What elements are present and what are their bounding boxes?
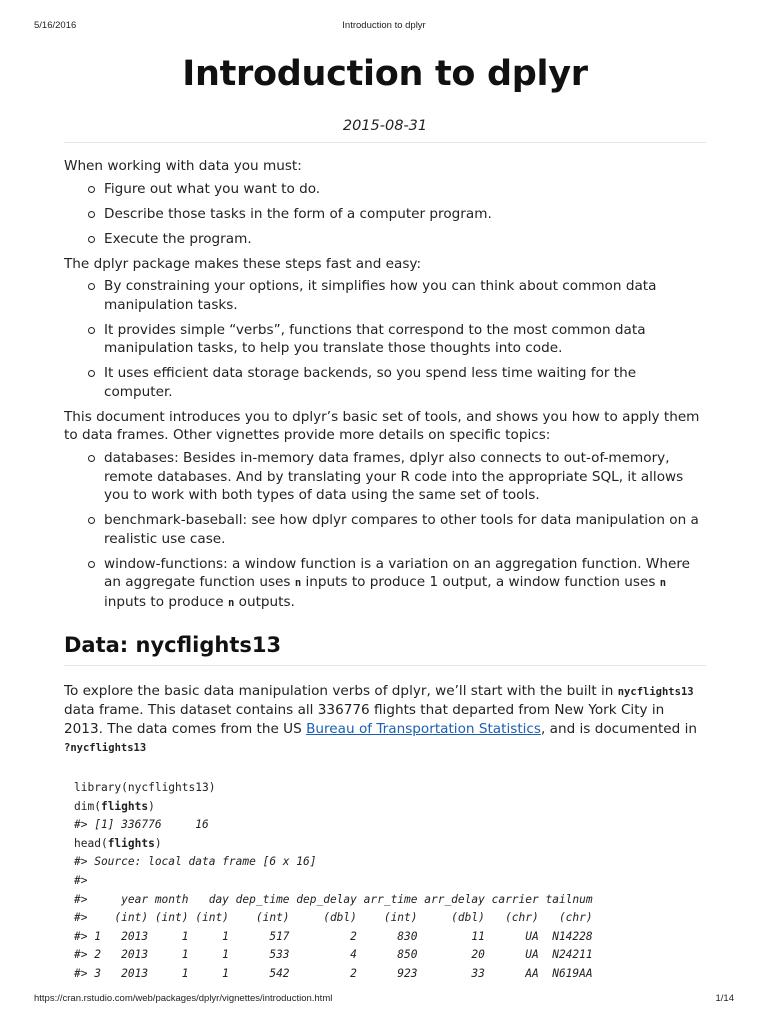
- bts-link[interactable]: Bureau of Transportation Statistics: [306, 720, 541, 737]
- inline-code: n: [227, 597, 235, 609]
- list-item: Figure out what you want to do.: [104, 180, 706, 199]
- page-number: 1/14: [715, 993, 734, 1004]
- section-heading: Data: nycflights13: [64, 631, 706, 666]
- vignettes-intro-paragraph: This document introduces you to dplyr’s basic set of tools, and shows you how to apply them to data frames. Other vignettes provide more details on specific topics:: [64, 408, 700, 444]
- steps-list: [64, 180, 706, 249]
- benefits-list: [64, 277, 706, 401]
- list-item: Describe those tasks in the form of a computer program.: [104, 205, 706, 224]
- list-item: Execute the program.: [104, 230, 706, 249]
- data-paragraph: To explore the basic data manipulation verbs of dplyr, we’ll start with the built in nycflights13 data frame. This dataset contains all 336776 flights that departed from New York City in 2013. The data comes from the US Bureau of Transportation Statistics, and is documented in ?nycflights13: [64, 682, 697, 755]
- code-output-line: #> 3 2013 1 1 542 2 923 33 AA N619AA: [74, 966, 593, 980]
- print-date: 5/16/2016: [34, 20, 77, 31]
- code-output-line: #> [1] 336776 16: [74, 818, 209, 832]
- print-page-title: Introduction to dplyr: [342, 20, 426, 31]
- code-output-line: #> 2 2013 1 1 533 4 850 20 UA N24211: [74, 948, 593, 962]
- inline-code: n: [659, 577, 667, 590]
- page-title: Introduction to dplyr: [182, 54, 588, 94]
- document-date: 2015-08-31: [64, 116, 706, 143]
- print-header: [34, 20, 734, 32]
- code-line: head(flights): [74, 836, 162, 850]
- code-line: dim(flights): [74, 799, 155, 813]
- inline-code: nycflights13: [617, 685, 694, 698]
- vignettes-list: [64, 449, 706, 613]
- inline-code: n: [294, 577, 302, 590]
- dplyr-intro-paragraph: The dplyr package makes these steps fast and easy:: [64, 255, 422, 272]
- intro-paragraph: When working with data you must:: [64, 158, 302, 174]
- code-output-line: #> 1 2013 1 1 517 2 830 11 UA N14228: [74, 929, 593, 943]
- code-output-line: #>: [74, 873, 95, 887]
- inline-code: ?nycflights13: [64, 742, 147, 755]
- list-item: It provides simple “verbs”, functions that correspond to the most common data manipulation tasks, to help you translate those thoughts into code.: [104, 321, 706, 358]
- list-item: By constraining your options, it simplifies how you can think about common data manipulation tasks.: [104, 277, 706, 314]
- print-footer: [34, 993, 734, 1005]
- code-line: library(nycflights13): [74, 780, 216, 794]
- list-item-benchmark: benchmark-baseball: see how dplyr compares to other tools for data manipulation on a realistic use case.: [104, 511, 706, 548]
- list-item-window-functions: window-functions: a window function is a variation on an aggregation function. Where an aggregate function uses n inputs to produce 1 output, a window function uses n inputs to produce n outputs.: [104, 555, 706, 613]
- list-item: It uses efficient data storage backends, so you spend less time waiting for the computer.: [104, 364, 706, 401]
- list-item-databases: databases: Besides in-memory data frames, dplyr also connects to out-of-memory, remote databases. And by translating your R code into the appropriate SQL, it allows you to work with both types of data using the same set of tools.: [104, 449, 706, 505]
- print-url: https://cran.rstudio.com/web/packages/dplyr/vignettes/introduction.html: [34, 993, 333, 1004]
- code-block: [64, 779, 706, 984]
- code-output-line: #> year month day dep_time dep_delay arr_time arr_delay carrier tailnum: [74, 892, 593, 906]
- code-output-line: #> (int) (int) (int) (int) (dbl) (int) (dbl) (chr) (chr): [74, 911, 593, 925]
- code-output-line: #> Source: local data frame [6 x 16]: [74, 855, 317, 869]
- document-body: [64, 48, 706, 984]
